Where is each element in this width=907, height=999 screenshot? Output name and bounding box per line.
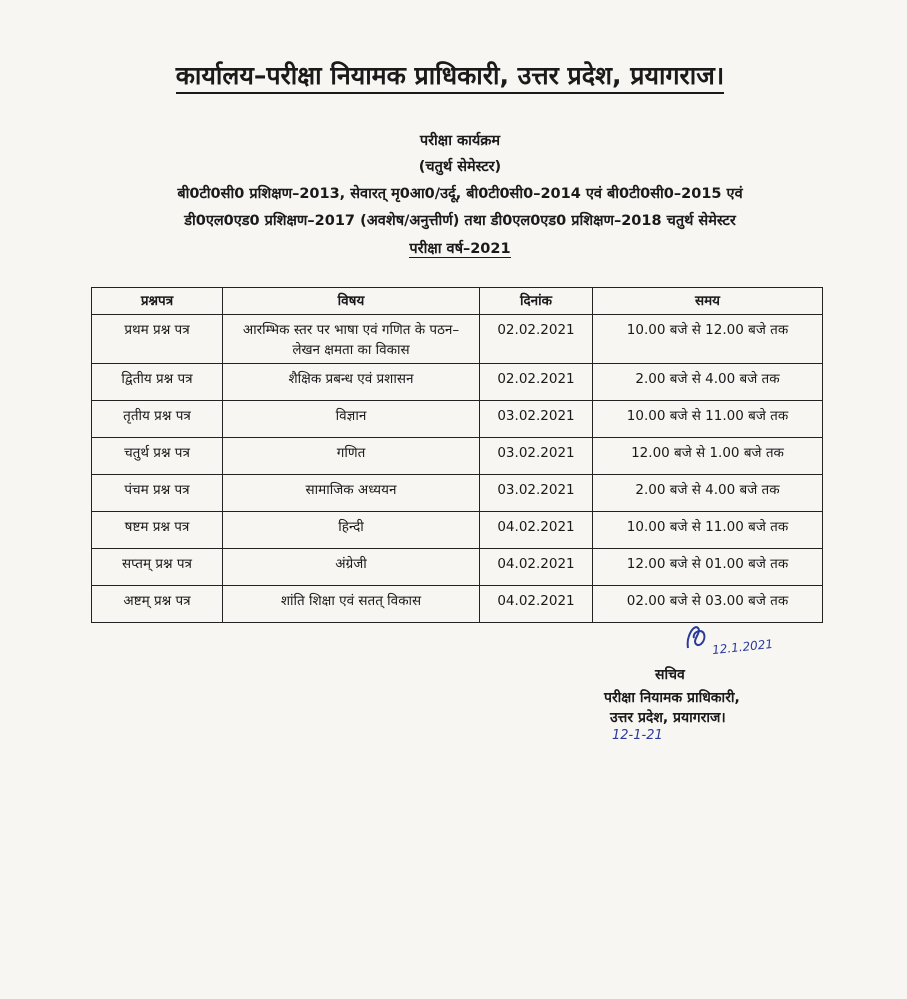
exam-schedule-table [91, 287, 823, 623]
table-row [92, 586, 823, 623]
date-cell: 03.02.2021 [480, 401, 593, 438]
subject-cell: हिन्दी [223, 512, 480, 549]
paper-cell: प्रथम प्रश्न पत्र [92, 315, 223, 364]
table-row [92, 364, 823, 401]
subject-cell: विज्ञान [223, 401, 480, 438]
exam-year-text: परीक्षा वर्ष–2021 [409, 241, 511, 257]
paper-cell: सप्तम् प्रश्न पत्र [92, 549, 223, 586]
handwritten-date: 12.1.2021 [711, 636, 774, 658]
table-row [92, 475, 823, 512]
table-row [92, 401, 823, 438]
subject-cell: गणित [223, 438, 480, 475]
time-cell: 02.00 बजे से 03.00 बजे तक [593, 586, 823, 623]
subject-cell: अंग्रेजी [223, 549, 480, 586]
authority-line-2: उत्तर प्रदेश, प्रयागराज। [610, 710, 726, 726]
paper-cell: अष्टम् प्रश्न पत्र [92, 586, 223, 623]
paper-cell: षष्टम प्रश्न पत्र [92, 512, 223, 549]
course-line-1: बी0टी0सी0 प्रशिक्षण–2013, सेवारत् मृ0आ0/उर्दू, बी0टी0सी0–2014 एवं बी0टी0सी0–2015 एवं [177, 186, 743, 202]
course-line-2: डी0एल0एड0 प्रशिक्षण–2017 (अवशेष/अनुत्तीर्ण) तथा डी0एल0एड0 प्रशिक्षण–2018 चतुर्थ सेमेस्टर [184, 213, 736, 229]
header-subject: विषय [223, 288, 480, 315]
header-paper: प्रश्नपत्र [92, 288, 223, 315]
time-cell: 2.00 बजे से 4.00 बजे तक [593, 475, 823, 512]
table-row [92, 438, 823, 475]
paper-cell: द्वितीय प्रश्न पत्र [92, 364, 223, 401]
handwritten-number: 12-1-21 [612, 728, 663, 743]
office-title-text: कार्यालय–परीक्षा नियामक प्राधिकारी, उत्तर प्रदेश, प्रयागराज। [176, 61, 725, 94]
exam-year [60, 238, 860, 258]
office-title [110, 58, 790, 92]
semester-label: (चतुर्थ सेमेस्टर) [418, 159, 502, 175]
time-cell: 10.00 बजे से 11.00 बजे तक [593, 401, 823, 438]
date-cell: 04.02.2021 [480, 512, 593, 549]
secretary-label: सचिव [655, 667, 685, 683]
time-cell: 10.00 बजे से 12.00 बजे तक [593, 315, 823, 364]
date-cell: 04.02.2021 [480, 586, 593, 623]
date-cell: 03.02.2021 [480, 475, 593, 512]
time-cell: 10.00 बजे से 11.00 बजे तक [593, 512, 823, 549]
time-cell: 12.00 बजे से 1.00 बजे तक [593, 438, 823, 475]
time-cell: 2.00 बजे से 4.00 बजे तक [593, 364, 823, 401]
date-cell: 02.02.2021 [480, 315, 593, 364]
paper-cell: तृतीय प्रश्न पत्र [92, 401, 223, 438]
table-header-row [92, 288, 823, 315]
subject-cell: आरम्भिक स्तर पर भाषा एवं गणित के पठन–लेखन क्षमता का विकास [223, 315, 480, 364]
table-row [92, 549, 823, 586]
table-row [92, 315, 823, 364]
paper-cell: पंचम प्रश्न पत्र [92, 475, 223, 512]
time-cell: 12.00 बजे से 01.00 बजे तक [593, 549, 823, 586]
table-row [92, 512, 823, 549]
date-cell: 02.02.2021 [480, 364, 593, 401]
date-cell: 03.02.2021 [480, 438, 593, 475]
subject-cell: शांति शिक्षा एवं सतत् विकास [223, 586, 480, 623]
date-cell: 04.02.2021 [480, 549, 593, 586]
signature-mark [682, 622, 712, 654]
authority-line-1: परीक्षा नियामक प्राधिकारी, [604, 690, 740, 706]
header-time: समय [593, 288, 823, 315]
header-date: दिनांक [480, 288, 593, 315]
paper-cell: चतुर्थ प्रश्न पत्र [92, 438, 223, 475]
schedule-heading: परीक्षा कार्यक्रम [419, 133, 501, 149]
subject-cell: सामाजिक अध्ययन [223, 475, 480, 512]
subject-cell: शैक्षिक प्रबन्ध एवं प्रशासन [223, 364, 480, 401]
